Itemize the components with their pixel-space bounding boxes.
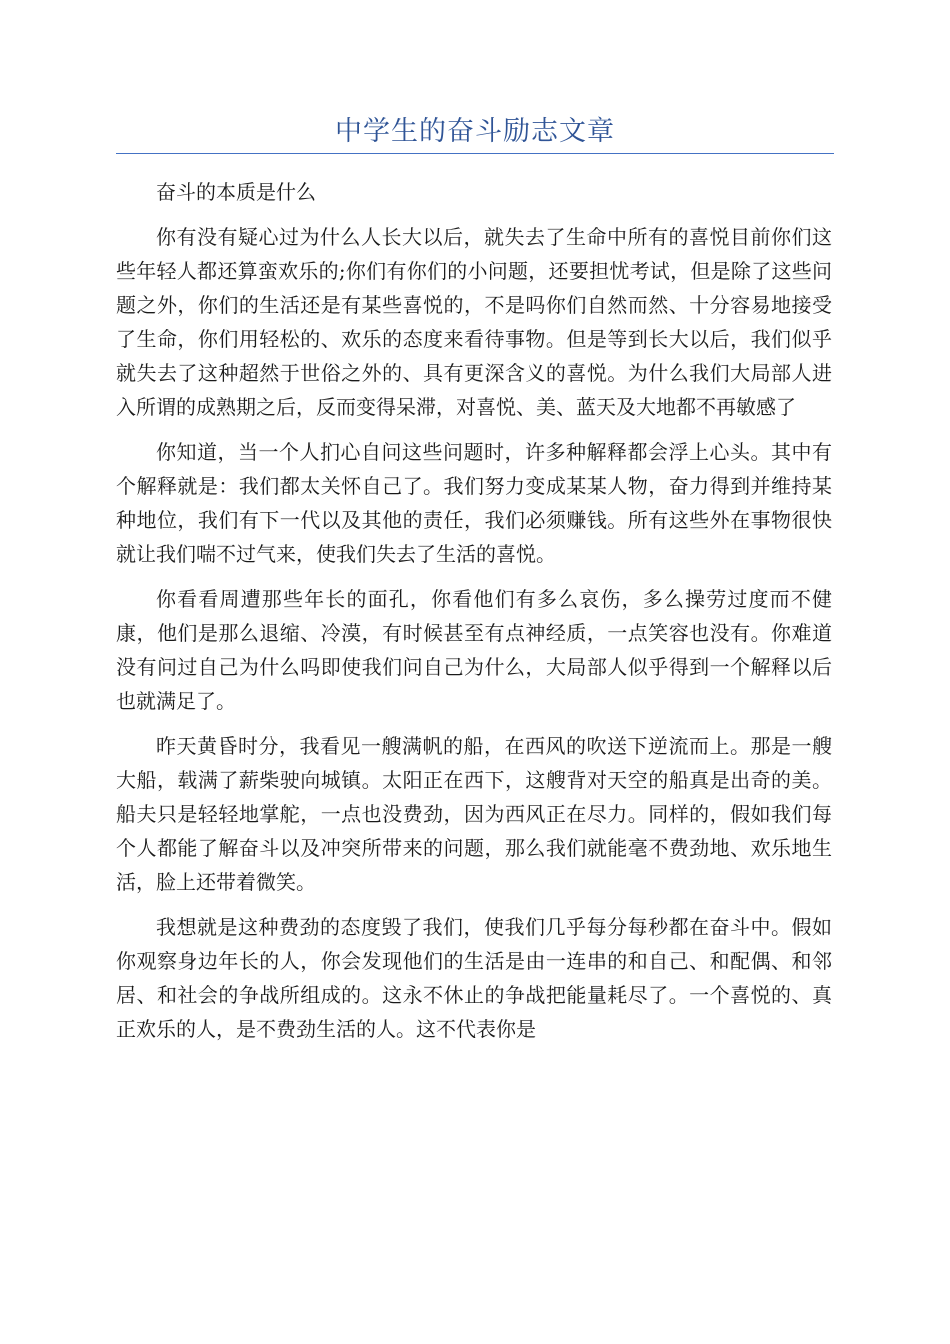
document-body [116, 175, 832, 1057]
paragraph: 我想就是这种费劲的态度毁了我们，使我们几乎每分每秒都在奋斗中。假如你观察身边年长的人，你会发现他们的生活是由一连串的和自己、和配偶、和邻居、和社会的争战所组成的。这永不休止的争战把能量耗尽了。一个喜悦的、真正欢乐的人，是不费劲生活的人。这不代表你是 [116, 915, 832, 1041]
paragraph: 你有没有疑心过为什么人长大以后，就失去了生命中所有的喜悦目前你们这些年轻人都还算蛮欢乐的;你们有你们的小问题，还要担忧考试，但是除了这些问题之外，你们的生活还是有某些喜悦的，不是吗你们自然而然、十分容易地接受了生命，你们用轻松的、欢乐的态度来看待事物。但是等到长大以后，我们似乎就失去了这种超然于世俗之外的、具有更深含义的喜悦。为什么我们大局部人进入所谓的成熟期之后，反而变得呆滞，对喜悦、美、蓝天及大地都不再敏感了 [116, 225, 832, 419]
title-underline [116, 153, 834, 154]
paragraph: 昨天黄昏时分，我看见一艘满帆的船，在西风的吹送下逆流而上。那是一艘大船，载满了薪柴驶向城镇。太阳正在西下，这艘背对天空的船真是出奇的美。船夫只是轻轻地掌舵，一点也没费劲，因为西风正在尽力。同样的，假如我们每个人都能了解奋斗以及冲突所带来的问题，那么我们就能毫不费劲地、欢乐地生活，脸上还带着微笑。 [116, 734, 832, 894]
document-title: 中学生的奋斗励志文章 [335, 116, 615, 147]
paragraph: 你看看周遭那些年长的面孔，你看他们有多么哀伤，多么操劳过度而不健康，他们是那么退缩、冷漠，有时候甚至有点神经质，一点笑容也没有。你难道没有问过自己为什么吗即使我们问自己为什么，大局部人似乎得到一个解释以后也就满足了。 [116, 587, 832, 713]
paragraph-subheading: 奋斗的本质是什么 [156, 180, 316, 204]
paragraph: 你知道，当一个人扪心自问这些问题时，许多种解释都会浮上心头。其中有个解释就是：我们都太关怀自己了。我们努力变成某某人物，奋力得到并维持某种地位，我们有下一代以及其他的责任，我们必须赚钱。所有这些外在事物很快就让我们喘不过气来，使我们失去了生活的喜悦。 [116, 440, 832, 566]
